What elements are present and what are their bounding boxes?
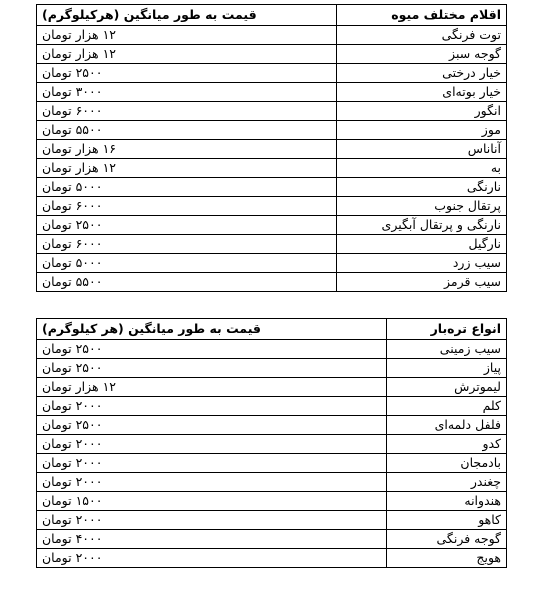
table-row bbox=[37, 340, 507, 359]
table-row bbox=[37, 140, 507, 159]
item-name-cell: به bbox=[337, 159, 507, 178]
item-name-cell: نارگیل bbox=[337, 235, 507, 254]
price-cell: ۲۰۰۰ تومان bbox=[37, 454, 387, 473]
table-header-row bbox=[37, 5, 507, 26]
price-cell: ۶۰۰۰ تومان bbox=[37, 102, 337, 121]
price-cell: ۴۰۰۰ تومان bbox=[37, 530, 387, 549]
item-name-cell: سیب زرد bbox=[337, 254, 507, 273]
item-name-cell: هندوانه bbox=[387, 492, 507, 511]
table-row bbox=[37, 416, 507, 435]
item-name-cell: بادمجان bbox=[387, 454, 507, 473]
price-cell: ۶۰۰۰ تومان bbox=[37, 197, 337, 216]
table-row bbox=[37, 378, 507, 397]
item-name-cell: چغندر bbox=[387, 473, 507, 492]
price-cell: ۲۵۰۰ تومان bbox=[37, 359, 387, 378]
table-row bbox=[37, 178, 507, 197]
item-name-cell: نارنگی bbox=[337, 178, 507, 197]
item-name-cell: گوجه سبز bbox=[337, 45, 507, 64]
item-name-cell: کدو bbox=[387, 435, 507, 454]
price-cell: ۳۰۰۰ تومان bbox=[37, 83, 337, 102]
price-cell: ۱۲ هزار تومان bbox=[37, 159, 337, 178]
price-cell: ۲۰۰۰ تومان bbox=[37, 473, 387, 492]
table-row bbox=[37, 121, 507, 140]
table-row bbox=[37, 197, 507, 216]
price-cell: ۵۵۰۰ تومان bbox=[37, 273, 337, 292]
vegetable-price-table bbox=[36, 318, 507, 568]
table-row bbox=[37, 235, 507, 254]
item-name-cell: موز bbox=[337, 121, 507, 140]
table-row bbox=[37, 473, 507, 492]
item-name-cell: هویج bbox=[387, 549, 507, 568]
table-row bbox=[37, 26, 507, 45]
price-cell: ۱۲ هزار تومان bbox=[37, 45, 337, 64]
table-row bbox=[37, 216, 507, 235]
price-cell: ۱۲ هزار تومان bbox=[37, 26, 337, 45]
vegetable-table-body bbox=[37, 340, 507, 568]
item-name-cell: فلفل دلمه‌ای bbox=[387, 416, 507, 435]
fruit-table-body bbox=[37, 26, 507, 292]
table-row bbox=[37, 549, 507, 568]
table-row bbox=[37, 492, 507, 511]
item-name-cell: خیار بوته‌ای bbox=[337, 83, 507, 102]
item-name-cell: نارنگی و پرتقال آبگیری bbox=[337, 216, 507, 235]
item-name-cell: کلم bbox=[387, 397, 507, 416]
fruit-price-header: قیمت به طور میانگین (هرکیلوگرم) bbox=[37, 5, 337, 26]
price-cell: ۵۵۰۰ تومان bbox=[37, 121, 337, 140]
price-cell: ۲۰۰۰ تومان bbox=[37, 397, 387, 416]
table-row bbox=[37, 530, 507, 549]
table-row bbox=[37, 435, 507, 454]
item-name-cell: لیموترش bbox=[387, 378, 507, 397]
price-cell: ۲۵۰۰ تومان bbox=[37, 64, 337, 83]
item-name-cell: انگور bbox=[337, 102, 507, 121]
table-row bbox=[37, 511, 507, 530]
price-cell: ۱۲ هزار تومان bbox=[37, 378, 387, 397]
table-row bbox=[37, 102, 507, 121]
item-name-cell: گوجه فرنگی bbox=[387, 530, 507, 549]
table-row bbox=[37, 64, 507, 83]
item-name-cell: پرتقال جنوب bbox=[337, 197, 507, 216]
table-header-row bbox=[37, 319, 507, 340]
price-cell: ۲۵۰۰ تومان bbox=[37, 216, 337, 235]
price-cell: ۵۰۰۰ تومان bbox=[37, 178, 337, 197]
table-row bbox=[37, 454, 507, 473]
table-row bbox=[37, 83, 507, 102]
price-cell: ۶۰۰۰ تومان bbox=[37, 235, 337, 254]
price-cell: ۲۰۰۰ تومان bbox=[37, 435, 387, 454]
table-row bbox=[37, 359, 507, 378]
price-cell: ۲۵۰۰ تومان bbox=[37, 416, 387, 435]
fruit-price-table bbox=[36, 4, 507, 292]
price-cell: ۵۰۰۰ تومان bbox=[37, 254, 337, 273]
table-row bbox=[37, 254, 507, 273]
table-row bbox=[37, 45, 507, 64]
item-name-cell: کاهو bbox=[387, 511, 507, 530]
table-row bbox=[37, 397, 507, 416]
vegetable-item-header: انواع تره‌بار bbox=[387, 319, 507, 340]
fruit-item-header: اقلام مختلف میوه bbox=[337, 5, 507, 26]
item-name-cell: سیب زمینی bbox=[387, 340, 507, 359]
item-name-cell: توت فرنگی bbox=[337, 26, 507, 45]
vegetable-price-header: قیمت به طور میانگین (هر کیلوگرم) bbox=[37, 319, 387, 340]
item-name-cell: آناناس bbox=[337, 140, 507, 159]
price-cell: ۲۰۰۰ تومان bbox=[37, 511, 387, 530]
price-cell: ۲۵۰۰ تومان bbox=[37, 340, 387, 359]
price-cell: ۱۶ هزار تومان bbox=[37, 140, 337, 159]
item-name-cell: پیاز bbox=[387, 359, 507, 378]
item-name-cell: سیب قرمز bbox=[337, 273, 507, 292]
price-cell: ۱۵۰۰ تومان bbox=[37, 492, 387, 511]
table-row bbox=[37, 159, 507, 178]
table-row bbox=[37, 273, 507, 292]
item-name-cell: خیار درختی bbox=[337, 64, 507, 83]
price-cell: ۲۰۰۰ تومان bbox=[37, 549, 387, 568]
